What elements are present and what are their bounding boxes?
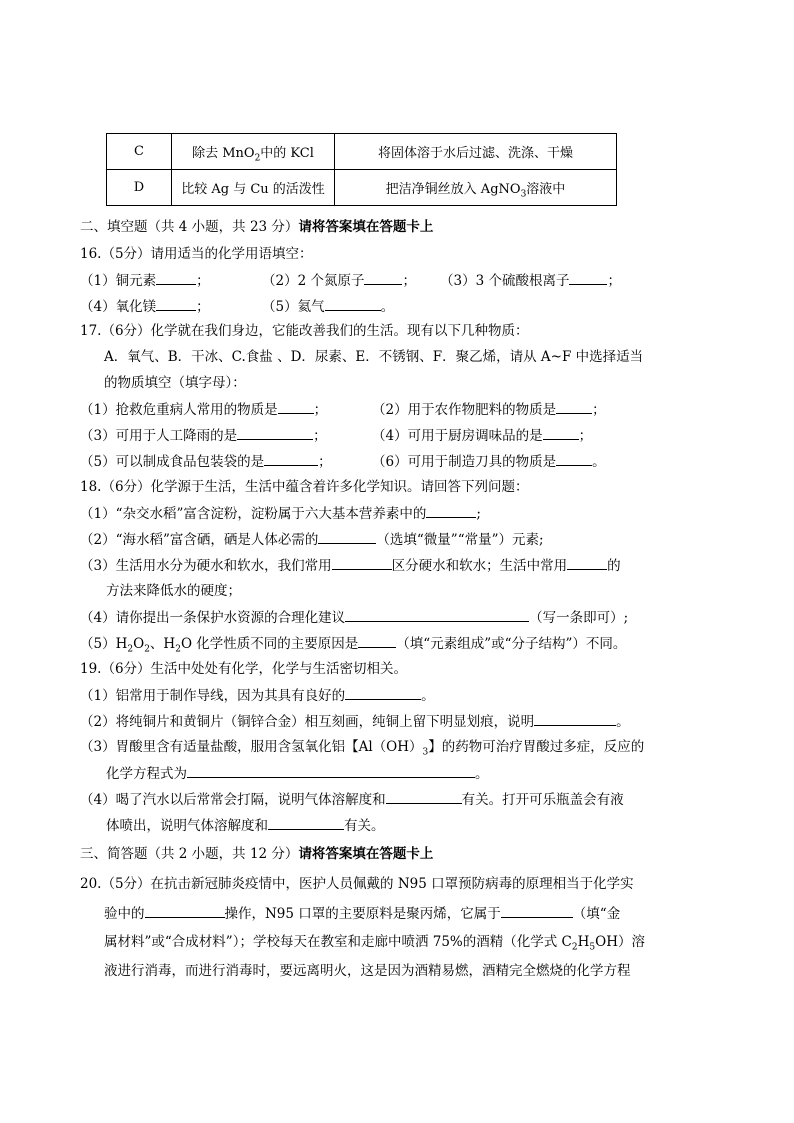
blank-item-cont: 方法来降低水的硬度；	[106, 583, 241, 599]
question-stem: 20.（5分）在抗击新冠肺炎疫情中，医护人员佩戴的 N95 口罩预防病毒的原理相当于化学实	[80, 876, 634, 892]
section-heading: 三、简答题（共 2 小题，共 12 分）请将答案填在答题卡上	[80, 846, 434, 862]
blank-item-cont: 体喷出，说明气体溶解度和 有关。	[106, 818, 385, 834]
blank-item: （2）“海水稻”富含硒，硒是人体必需的 （选填“微量”“常量”）元素;	[80, 532, 544, 548]
blank-item-cont: 化学方程式为 。	[106, 766, 489, 782]
question-stem: 16.（5分）请用适当的化学用语填空：	[80, 246, 313, 262]
blank-item: （5）氦气 。	[262, 299, 395, 315]
question-text: 属材料”或“合成材料”）；学校每天在教室和走廊中喷洒 75%的酒精（化学式 $C_2H_5OH$）溶	[104, 934, 645, 953]
blank-item: （2）2 个氮原子 ；	[262, 273, 416, 289]
experiment-purpose: 比较 Ag 与 Cu 的活泼性	[172, 170, 335, 206]
experiment-purpose: 除去 MnO$_2$中的 KCl	[172, 134, 335, 170]
blank-item: （1）铝常用于制作导线，因为其具有良好的 。	[80, 688, 435, 704]
question-text: 验中的 操作，N95 口罩的主要原料是聚丙烯，它属于 （填“金	[104, 906, 621, 922]
table-row	[107, 134, 617, 170]
blank-item: （3）3 个硫酸根离子 ；	[440, 273, 621, 289]
question-stem: 19.（6分）生活中处处有化学，化学与生活密切相关。	[80, 661, 408, 677]
blank-item: （4）请你提出一条保护水资源的合理化建议 （写一条即可）;	[80, 610, 629, 626]
question-text: 液进行消毒，而进行消毒时，要远离明火，这是因为酒精易燃，酒精完全燃烧的化学方程	[104, 963, 631, 979]
experiment-method: 将固体溶于水后过滤、洗涤、干燥	[335, 134, 617, 170]
blank-item: （4）喝了汽水以后常常会打隔，说明气体溶解度和 有关。打开可乐瓶盖会有液	[80, 792, 624, 808]
experiment-table	[106, 133, 617, 206]
option-letter: C	[107, 134, 172, 170]
blank-item: （3）胃酸里含有适量盐酸，服用含氢氧化铝【$Al(OH)_3$】的药物可治疗胃酸过多症，反应的	[80, 739, 645, 758]
question-options: 的物质填空（填字母）：	[104, 375, 246, 391]
blank-item: （3）生活用水分为硬水和软水，我们常用 区分硬水和软水；生活中常用 的	[80, 558, 621, 574]
blank-item: （2）将纯铜片和黄铜片（铜锌合金）相互刻画，纯铜上留下明显划痕，说明 。	[80, 714, 630, 730]
blank-item: （6）可用于制造刀具的物质是 。	[372, 454, 606, 470]
blank-item: （2）用于农作物肥料的物质是 ；	[372, 402, 606, 418]
blank-item: （1）抢救危重病人常用的物质是 ；	[80, 402, 328, 418]
blank-item: （5）可以制成食品包装袋的是 ；	[80, 454, 332, 470]
question-stem: 17.（6分）化学就在我们身边，它能改善我们的生活。现有以下几种物质：	[80, 323, 529, 339]
table-row	[107, 170, 617, 206]
section-heading: 二、填空题（共 4 小题，共 23 分）请将答案填在答题卡上	[80, 219, 434, 235]
question-stem: 18.（6分）化学源于生活，生活中蕴含着许多化学知识。请回答下列问题：	[80, 479, 529, 495]
blank-item: （3）可用于人工降雨的是 ；	[80, 428, 327, 444]
option-letter: D	[107, 170, 172, 206]
blank-item: （4）可用于厨房调味品的是 ；	[372, 428, 593, 444]
blank-item: （1）“杂交水稻”富含淀粉，淀粉属于六大基本营养素中的 ;	[80, 506, 481, 522]
blank-item: （4）氧化镁 ；	[80, 299, 210, 315]
question-options: A．氧气、B．干冰、C.食盐 、D．尿素、E．不锈钢、F．聚乙烯，请从 A~F 中选择适当	[104, 349, 644, 365]
blank-item: $(5)H_2O_2$、$H_2O$ 化学性质不同的主要原因是 （填“元素组成”或“分子结构”）不同。	[80, 636, 627, 655]
blank-item: （1）铜元素 ；	[80, 273, 210, 289]
experiment-method: 把洁净铜丝放入 AgNO$_3$溶液中	[335, 170, 617, 206]
